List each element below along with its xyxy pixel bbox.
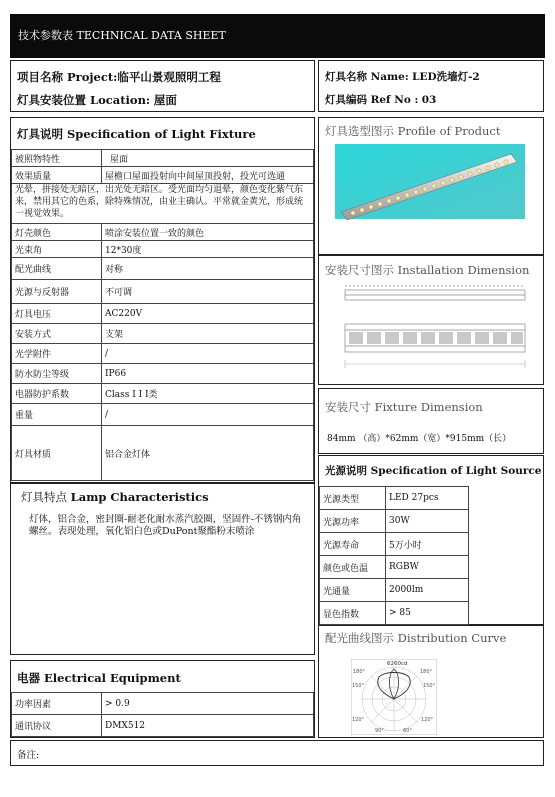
spec-label: 光源与反射器 xyxy=(12,280,102,304)
fixture-dim-section xyxy=(318,388,544,454)
spec-row xyxy=(12,280,314,304)
source-value: 5万小时 xyxy=(386,533,469,556)
sheet-header xyxy=(10,14,545,58)
source-value: RGBW xyxy=(386,556,469,579)
spec-label: 安装方式 xyxy=(12,324,102,344)
project-name-label: 项目名称 Project: xyxy=(17,70,118,84)
spec-value: IP66 xyxy=(102,364,314,384)
location-value: 屋面 xyxy=(153,93,177,107)
project-name-line xyxy=(17,69,221,85)
source-label: 颜色或色温 xyxy=(320,556,386,579)
spec-value: 支架 xyxy=(102,324,314,344)
distribution-angle-label: 150° xyxy=(352,683,365,689)
spec-section xyxy=(10,117,315,483)
fixture-name-value: LED洗墙灯-2 xyxy=(412,71,480,83)
spec-label: 灯壳颜色 xyxy=(12,224,102,241)
source-value: > 85 xyxy=(386,602,469,625)
electrical-table xyxy=(11,692,314,737)
sheet-title: 技术参数表 TECHNICAL DATA SHEET xyxy=(18,29,226,42)
distribution-angle-label: 150° xyxy=(423,683,436,689)
electrical-row xyxy=(12,693,314,715)
spec-row-effect-detail xyxy=(12,184,314,224)
spec-row xyxy=(12,324,314,344)
source-title xyxy=(325,463,541,478)
source-title-text: 光源说明 Specification of Light Source xyxy=(325,465,542,477)
electrical-label: 通讯协议 xyxy=(12,715,102,737)
distribution-angle-label: 120° xyxy=(352,717,365,723)
source-row xyxy=(320,579,469,602)
characteristics-title-cn: 灯具特点 xyxy=(21,490,67,504)
source-label: 显色指数 xyxy=(320,602,386,625)
electrical-value: > 0.9 xyxy=(102,693,314,715)
distribution-section xyxy=(318,625,544,738)
spec-row xyxy=(12,344,314,364)
spec-value: 喷涂安装位置一致的颜色 xyxy=(102,224,314,241)
spec-value: / xyxy=(102,404,314,426)
distribution-angle-label: 180° xyxy=(353,669,366,675)
distribution-angle-label: 180° xyxy=(420,669,433,675)
source-value: LED 27pcs xyxy=(386,487,469,510)
spec-value: Class I I I类 xyxy=(102,384,314,404)
spec-value: 屋面 xyxy=(102,150,314,167)
source-label: 光通量 xyxy=(320,579,386,602)
electrical-label: 功率因素 xyxy=(12,693,102,715)
source-row xyxy=(320,556,469,579)
project-name-value: 临平山景观照明工程 xyxy=(117,70,221,84)
electrical-title: 电器 Electrical Equipment xyxy=(17,671,181,685)
spec-value: 对称 xyxy=(102,258,314,280)
spec-value: AC220V xyxy=(102,304,314,324)
fixture-dim-value: 84mm （高）*62mm（宽）*915mm（长） xyxy=(327,434,512,444)
spec-label: 灯具电压 xyxy=(12,304,102,324)
spec-row xyxy=(12,241,314,258)
spec-value: 12*30度 xyxy=(102,241,314,258)
distribution-peak-label: 6260cd xyxy=(387,661,408,667)
fixture-dim-title: 安装尺寸 Fixture Dimension xyxy=(325,400,483,414)
spec-label: 重量 xyxy=(12,404,102,426)
location-line xyxy=(17,92,177,108)
characteristics-title xyxy=(21,489,209,505)
distribution-diagram xyxy=(351,659,437,735)
fixture-name-label: 灯具名称 Name: xyxy=(325,71,409,83)
ref-line xyxy=(325,92,436,107)
fixture-info-box xyxy=(318,60,544,112)
characteristics-title-en: Lamp Characteristics xyxy=(70,490,209,504)
spec-value: 铝合金灯体 xyxy=(102,426,314,481)
electrical-value: DMX512 xyxy=(102,715,314,737)
distribution-angle-label: 90° xyxy=(375,728,384,734)
notes-label: 备注: xyxy=(17,750,40,761)
source-row xyxy=(320,510,469,533)
source-label: 光源寿命 xyxy=(320,533,386,556)
spec-value: 不可调 xyxy=(102,280,314,304)
spec-row xyxy=(12,404,314,426)
source-row xyxy=(320,487,469,510)
spec-row xyxy=(12,304,314,324)
install-dim-section xyxy=(318,255,544,385)
spec-label: 光束角 xyxy=(12,241,102,258)
notes-section xyxy=(10,740,544,766)
spec-title: 灯具说明 Specification of Light Fixture xyxy=(17,127,256,141)
project-info-box xyxy=(10,60,315,112)
spec-label: 被照物特性 xyxy=(12,150,102,167)
spec-table xyxy=(11,149,314,481)
distribution-angle-label: 120° xyxy=(421,717,434,723)
spec-value: 屋檐口屋面投射向中间屋顶投射，投光可选通 xyxy=(102,167,314,184)
source-label: 光源类型 xyxy=(320,487,386,510)
source-row xyxy=(320,533,469,556)
spec-row xyxy=(12,364,314,384)
profile-section xyxy=(318,117,544,255)
distribution-angle-label: 60° xyxy=(403,728,412,734)
profile-title: 灯具选型图示 Profile of Product xyxy=(325,124,501,138)
source-table xyxy=(319,486,469,625)
spec-label: 效果质量 xyxy=(12,167,102,184)
install-drawing xyxy=(341,284,531,376)
spec-label: 防水防尘等级 xyxy=(12,364,102,384)
spec-label: 配光曲线 xyxy=(12,258,102,280)
fixture-name-line xyxy=(325,69,480,84)
product-photo xyxy=(335,144,525,244)
install-dim-title: 安装尺寸图示 Installation Dimension xyxy=(325,263,530,277)
characteristics-text: 灯体，铝合金，密封圈-耐老化耐水蒸汽胶圈，坚固件-不锈钢内角螺丝。表现处理，氧化铝白色或DuPont聚酯粉末喷涂 xyxy=(29,514,302,537)
source-section xyxy=(318,455,544,625)
source-value: 2000lm xyxy=(386,579,469,602)
spec-label: 电器防护系数 xyxy=(12,384,102,404)
location-label: 灯具安装位置 Location: xyxy=(17,93,151,107)
characteristics-section xyxy=(10,483,315,655)
spec-row xyxy=(12,384,314,404)
spec-label: 灯具材质 xyxy=(12,426,102,481)
spec-row xyxy=(12,167,314,184)
ref-value: 03 xyxy=(421,94,437,106)
ref-label: 灯具编码 Ref No : xyxy=(325,94,419,106)
spec-row xyxy=(12,150,314,167)
spec-row xyxy=(12,224,314,241)
spec-row xyxy=(12,258,314,280)
electrical-row xyxy=(12,715,314,737)
electrical-section xyxy=(10,660,315,738)
source-row xyxy=(320,602,469,625)
spec-value: / xyxy=(102,344,314,364)
spec-row xyxy=(12,426,314,481)
source-label: 光源功率 xyxy=(320,510,386,533)
distribution-title: 配光曲线图示 Distribution Curve xyxy=(325,631,507,645)
source-value: 30W xyxy=(386,510,469,533)
spec-effect-detail: 光晕，拼接处无暗区，出光处无暗区。受光面均匀退晕，颜色变化紫气东来，禁用其它的色系，除特殊情况，由业主确认。平常就金黄光，形成统一视觉效果。 xyxy=(12,184,314,224)
spec-label: 光学附件 xyxy=(12,344,102,364)
